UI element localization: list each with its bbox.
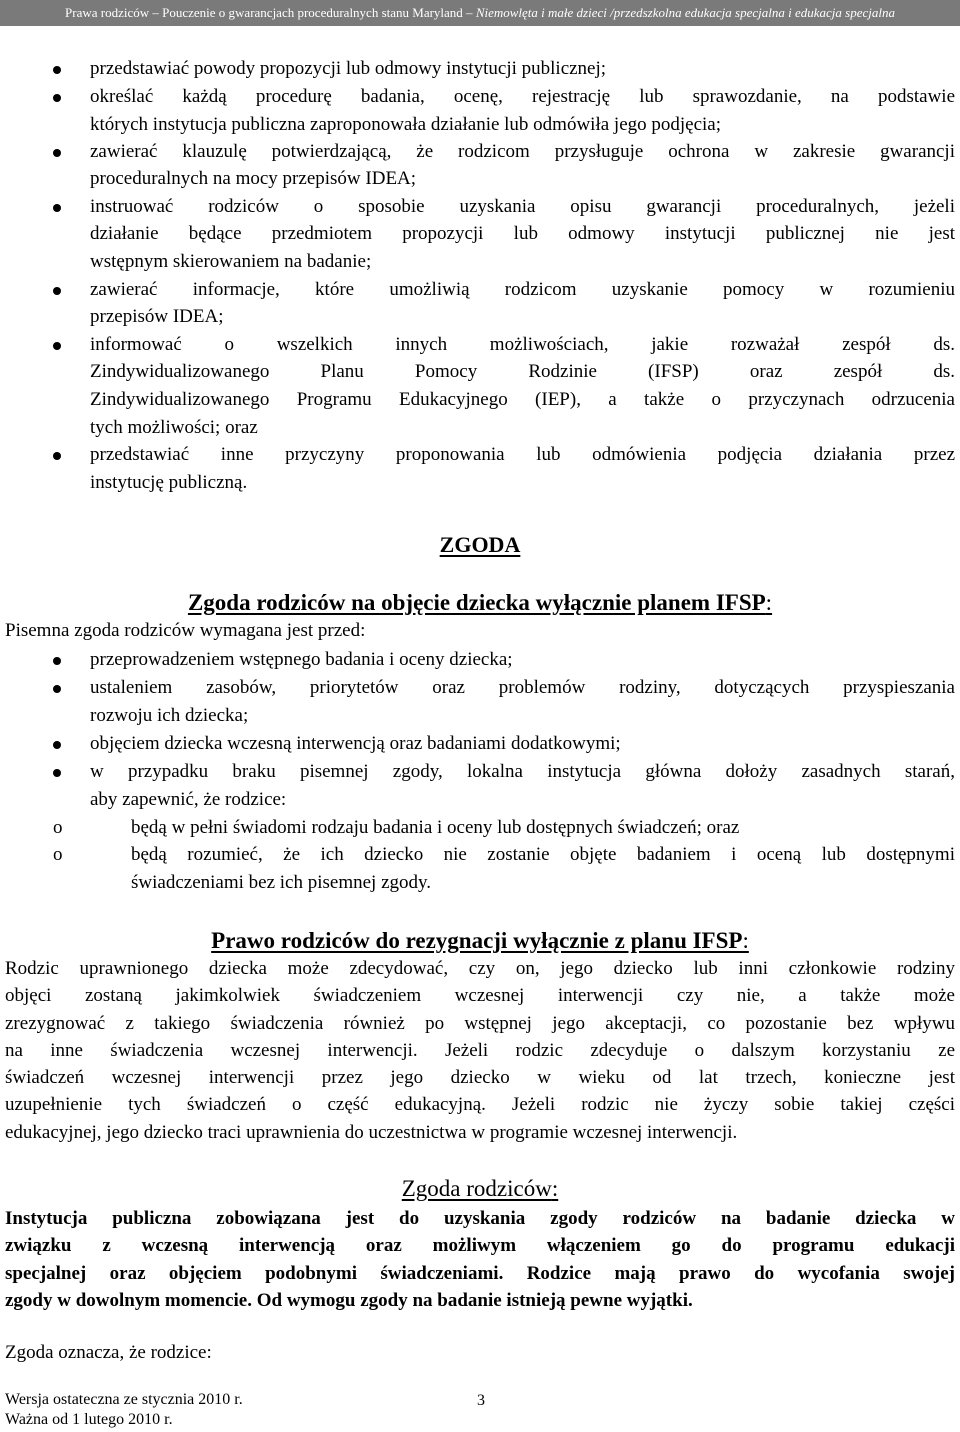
- footer-version: Wersja ostateczna ze stycznia 2010 r.: [5, 1391, 243, 1408]
- line-text: rozwoju ich dziecka;: [90, 705, 249, 726]
- running-header: [0, 0, 960, 26]
- line-text: aby zapewnić, że rodzice:: [90, 789, 287, 810]
- line-text: objęci zostaną jakimkolwiek świadczeniem wczesnej interwencji czy nie, a także może: [5, 985, 955, 1006]
- line-text: świadczeniami bez ich pisemnej zgody.: [131, 872, 432, 893]
- page-number: 3: [477, 1392, 485, 1409]
- bullet-icon: [53, 94, 61, 102]
- section-title-ifsp-consent: [0, 590, 960, 616]
- line-text: zgody w dowolnym momencie. Od wymogu zgody na badanie istnieją pewne wyjątki.: [5, 1290, 693, 1311]
- line-text: przeprowadzeniem wstępnego badania i oceny dziecka;: [90, 649, 513, 670]
- line-text: informować o wszelkich innych możliwościach, jakie rozważał zespół ds.: [90, 334, 955, 355]
- line-text: przedstawiać inne przyczyny proponowania lub odmówienia podjęcia działania przez: [90, 444, 955, 465]
- bullet-icon: [53, 204, 61, 212]
- bullet-icon: [53, 685, 61, 693]
- line-text: instytucję publiczną.: [90, 472, 248, 493]
- section-title-colon: :: [551, 1176, 559, 1201]
- main-heading: ZGODA: [439, 532, 521, 557]
- section-title-text: Prawo rodziców do rezygnacji wyłącznie z planu IFSP: [211, 928, 743, 953]
- section-title-withdrawal: [0, 928, 960, 954]
- bullet-icon: [53, 657, 61, 665]
- line-text: Pisemna zgoda rodziców wymagana jest przed:: [5, 620, 366, 641]
- line-text: Zgoda oznacza, że rodzice:: [5, 1342, 212, 1363]
- section-title-colon: :: [765, 590, 773, 615]
- line-text: Zindywidualizowanego Planu Pomocy Rodzinie (IFSP) oraz zespół ds.: [90, 361, 955, 382]
- line-text: będą rozumieć, że ich dziecko nie zostanie objęte badaniem i oceną lub dostępnymi: [131, 844, 955, 865]
- line-text: będą w pełni świadomi rodzaju badania i oceny lub dostępnych świadczeń; oraz: [131, 817, 740, 838]
- line-text: zrezygnować z takiego świadczenia również po wstępnej jego akceptacji, co pozostanie bez wpływu: [5, 1013, 955, 1034]
- bullet-icon: [53, 741, 61, 749]
- line-text: objęciem dziecka wczesną interwencją oraz badaniami dodatkowymi;: [90, 733, 621, 754]
- sub-bullet-marker: o: [53, 817, 63, 838]
- line-text: specjalnej oraz objęciem podobnymi świadczeniami. Rodzice mają prawo do wycofania swojej: [5, 1263, 955, 1284]
- line-text: ustaleniem zasobów, priorytetów oraz problemów rodziny, dotyczących przyspieszania: [90, 677, 955, 698]
- footer-valid-date: Ważna od 1 lutego 2010 r.: [5, 1411, 173, 1428]
- line-text: w przypadku braku pisemnej zgody, lokalna instytucja główna dołoży zasadnych starań,: [90, 761, 955, 782]
- line-text: tych możliwości; oraz: [90, 417, 258, 438]
- bullet-icon: [53, 342, 61, 350]
- line-text: wstępnym skierowaniem na badanie;: [90, 251, 372, 272]
- section-title-text: Zgoda rodziców na objęcie dziecka wyłącznie planem IFSP: [187, 590, 766, 615]
- bullet-icon: [53, 66, 61, 74]
- line-text: określać każdą procedurę badania, ocenę, rejestrację lub sprawozdanie, na podstawie: [90, 86, 955, 107]
- line-text: których instytucja publiczna zaproponowała działanie lub odmówiła jego podjęcia;: [90, 114, 722, 135]
- bullet-icon: [53, 287, 61, 295]
- line-text: związku z wczesną interwencją oraz możliwym włączeniem go do programu edukacji: [5, 1235, 955, 1256]
- section-title-parental-consent: [0, 1176, 960, 1202]
- bullet-icon: [53, 769, 61, 777]
- bullet-icon: [53, 452, 61, 460]
- section-title-text: Zgoda rodziców: [401, 1176, 552, 1201]
- line-text: edukacyjnej, jego dziecko traci uprawnienia do uczestnictwa w programie wczesnej interwencji.: [5, 1122, 738, 1143]
- line-text: Instytucja publiczna zobowiązana jest do uzyskania zgody rodziców na badanie dziecka w: [5, 1208, 955, 1229]
- line-text: zawierać informacje, które umożliwią rodzicom uzyskanie pomocy w rozumieniu: [90, 279, 955, 300]
- line-text: instruować rodziców o sposobie uzyskania opisu gwarancji proceduralnych, jeżeli: [90, 196, 955, 217]
- section-title-colon: :: [742, 928, 749, 953]
- line-text: Rodzic uprawnionego dziecka może zdecydować, czy on, jego dziecko lub inni członkowie rodziny: [5, 958, 955, 979]
- line-text: proceduralnych na mocy przepisów IDEA;: [90, 168, 417, 189]
- line-text: działanie będące przedmiotem propozycji lub odmowy instytucji publicznej nie jest: [90, 223, 955, 244]
- header-title: Prawa rodziców – Pouczenie o gwarancjach proceduralnych stanu Maryland –: [65, 5, 476, 20]
- line-text: uzupełnienie tych świadczeń o część edukacyjną. Jeżeli rodzic nie życzy sobie takiej części: [5, 1094, 955, 1115]
- line-text: przepisów IDEA;: [90, 306, 224, 327]
- line-text: zawierać klauzulę potwierdzającą, że rodzicom przysługuje ochrona w zakresie gwarancji: [90, 141, 955, 162]
- line-text: przedstawiać powody propozycji lub odmowy instytucji publicznej;: [90, 58, 607, 79]
- line-text: na inne świadczenia wczesnej interwencji. Jeżeli rodzic zdecyduje o dalszym korzystaniu ze: [5, 1040, 955, 1061]
- bullet-icon: [53, 149, 61, 157]
- line-text: Zindywidualizowanego Programu Edukacyjnego (IEP), a także o przyczynach odrzucenia: [90, 389, 955, 410]
- header-subtitle: Niemowlęta i małe dzieci /przedszkolna edukacja specjalna i edukacja specjalna: [475, 5, 895, 20]
- line-text: świadczeń wczesnej interwencji przez jego dziecko w wieku od lat trzech, konieczne jest: [5, 1067, 955, 1088]
- sub-bullet-marker: o: [53, 844, 63, 865]
